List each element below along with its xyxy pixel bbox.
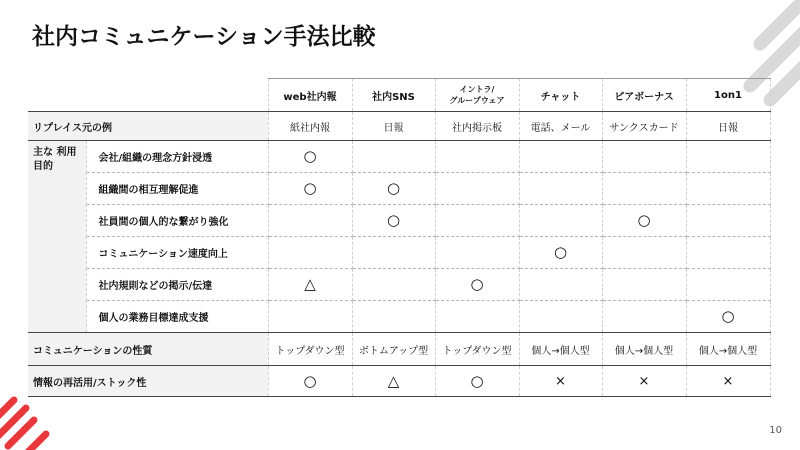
table-cell (268, 301, 352, 333)
table-cell (519, 301, 602, 333)
table-cell (519, 173, 602, 205)
table-cell: 電話、メール (519, 112, 602, 141)
column-header: web社内報 (268, 79, 352, 112)
table-cell (686, 205, 770, 237)
table-cell (602, 237, 686, 269)
table-cell: トップダウン型 (435, 333, 519, 366)
comparison-table (28, 78, 771, 397)
table-cell (435, 237, 519, 269)
table-cell (352, 366, 435, 397)
table-cell (268, 141, 352, 173)
table-row (28, 141, 770, 173)
rating-mark: ○ (470, 371, 484, 390)
header-corner (28, 79, 268, 112)
column-header: イントラ/ グループウェア (435, 79, 519, 112)
table-cell (435, 173, 519, 205)
table-cell (686, 141, 770, 173)
table-cell (435, 301, 519, 333)
table-row (28, 301, 770, 333)
table-cell: 日報 (352, 112, 435, 141)
table-cell (519, 269, 602, 301)
table-cell (686, 301, 770, 333)
column-header: 社内SNS (352, 79, 435, 112)
table-cell (602, 205, 686, 237)
table-row (28, 173, 770, 205)
table-cell (268, 366, 352, 397)
column-header: ピアボーナス (602, 79, 686, 112)
row-label: リプレイス元の例 (28, 112, 268, 141)
table-cell (519, 141, 602, 173)
table-row (28, 112, 770, 141)
table-cell (519, 205, 602, 237)
table-cell (686, 237, 770, 269)
header-row (28, 79, 770, 112)
table-cell (268, 205, 352, 237)
table-row (28, 237, 770, 269)
purpose-group-label: 主な 利用目的 (28, 141, 86, 333)
table-cell: 個人→個人型 (686, 333, 770, 366)
table-cell (352, 301, 435, 333)
table-cell (268, 269, 352, 301)
table-cell (602, 301, 686, 333)
purpose-label: 社員間の個人的な繋がり強化 (86, 205, 268, 237)
table-cell (602, 366, 686, 397)
table-cell: 社内掲示板 (435, 112, 519, 141)
table-cell (519, 237, 602, 269)
table-cell (435, 366, 519, 397)
purpose-label: 社内規則などの掲示/伝達 (86, 269, 268, 301)
table-cell: ボトムアップ型 (352, 333, 435, 366)
table-cell (435, 269, 519, 301)
rating-mark: ○ (386, 179, 401, 197)
column-header: 1on1 (686, 79, 770, 112)
purpose-label: 会社/組織の理念方針浸透 (86, 141, 268, 173)
rating-mark: ○ (470, 275, 484, 293)
rating-mark: ○ (303, 371, 317, 390)
table-cell (352, 141, 435, 173)
page-number: 10 (769, 425, 782, 436)
table-row (28, 333, 770, 366)
purpose-label: 組織間の相互理解促進 (86, 173, 268, 205)
table-row (28, 205, 770, 237)
table-cell (686, 269, 770, 301)
rating-mark: ○ (303, 147, 317, 165)
table-row (28, 269, 770, 301)
rating-mark: △ (304, 275, 316, 293)
rating-mark: ○ (386, 211, 401, 229)
table-cell: 個人→個人型 (602, 333, 686, 366)
table-cell (602, 173, 686, 205)
table-cell (519, 366, 602, 397)
row-label: 情報の再活用/ストック性 (28, 366, 268, 397)
rating-mark: × (555, 373, 566, 389)
purpose-label: コミュニケーション速度向上 (86, 237, 268, 269)
table-cell: 紙社内報 (268, 112, 352, 141)
table-row (28, 366, 770, 397)
table-cell (686, 366, 770, 397)
column-header: チャット (519, 79, 602, 112)
rating-mark: △ (387, 371, 400, 390)
page-title: 社内コミュニケーション手法比較 (32, 24, 376, 50)
rating-mark: ○ (303, 179, 317, 197)
table-cell (435, 141, 519, 173)
rating-mark: ○ (553, 243, 568, 261)
table-cell: 個人→個人型 (519, 333, 602, 366)
table-cell (435, 205, 519, 237)
rating-mark: × (638, 373, 650, 389)
table-cell: サンクスカード (602, 112, 686, 141)
table-cell (352, 237, 435, 269)
table-cell (352, 269, 435, 301)
rating-mark: ○ (721, 307, 735, 325)
purpose-label: 個人の業務目標達成支援 (86, 301, 268, 333)
rating-mark: ○ (637, 211, 651, 229)
rating-mark: × (722, 373, 734, 389)
table-cell (352, 205, 435, 237)
table-cell: トップダウン型 (268, 333, 352, 366)
table-cell (602, 141, 686, 173)
table-cell (352, 173, 435, 205)
table-cell (268, 173, 352, 205)
table-cell: 日報 (686, 112, 770, 141)
row-label: コミュニケーションの性質 (28, 333, 268, 366)
table-cell (686, 173, 770, 205)
table-cell (602, 269, 686, 301)
table-cell (268, 237, 352, 269)
